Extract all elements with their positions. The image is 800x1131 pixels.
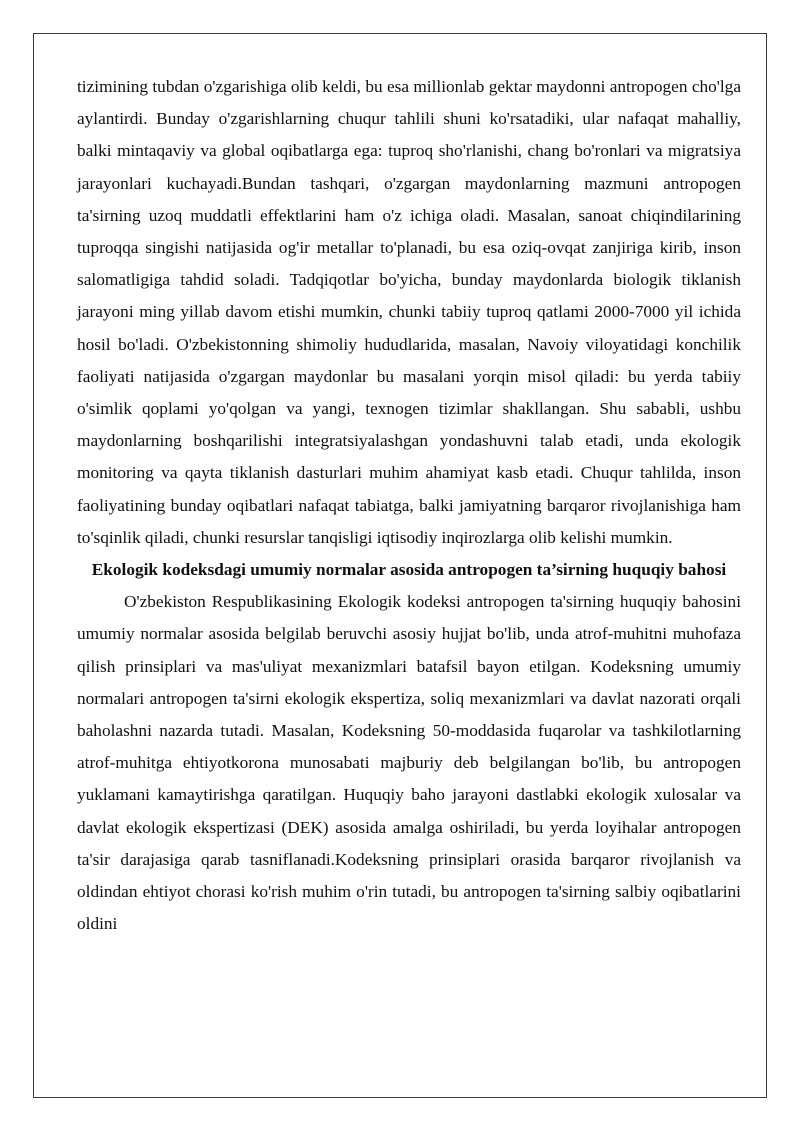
- body-paragraph-1: tizimining tubdan o'zgarishiga olib keldi, bu esa millionlab gektar maydonni antropogen cho'lga aylantirdi. Bunday o'zgarishlarning chuqur tahlili shuni ko'rsatadiki, ular nafaqat mahalliy, balki mintaqaviy va global oqibatlarga ega: tuproq sho'rlanishi, chang bo'ronlari va migratsiya jarayonlari kuchayadi.Bundan tashqari, o'zgargan maydonlarning mazmuni antropogen ta'sirning uzoq muddatli effektlarini ham o'z ichiga oladi. Masalan, sanoat chiqindilarining tuproqqa singishi natijasida og'ir metallar to'planadi, bu esa oziq-ovqat zanjiriga kirib, inson salomatligiga tahdid soladi. Tadqiqotlar bo'yicha, bunday maydonlarda biologik tiklanish jarayoni ming yillab davom etishi mumkin, chunki tabiiy tuproq qatlami 2000-7000 yil ichida hosil bo'ladi. O'zbekistonning shimoliy hududlarida, masalan, Navoiy viloyatidagi konchilik faoliyati natijasida o'zgargan maydonlar bu masalani yorqin misol qiladi: bu yerda tabiiy o'simlik qoplami yo'qolgan va yangi, texnogen tizimlar shakllangan. Shu sababli, ushbu maydonlarning boshqarilishi integratsiyalashgan yondashuvni talab etadi, unda ekologik monitoring va qayta tiklanish dasturlari muhim ahamiyat kasb etadi. Chuqur tahlilda, inson faoliyatining bunday oqibatlari nafaqat tabiatga, balki jamiyatning barqaror rivojlanishiga ham to'sqinlik qiladi, chunki resurslar tanqisligi iqtisodiy inqirozlarga olib kelishi mumkin.: [77, 77, 741, 547]
- document-body: [77, 71, 741, 940]
- body-paragraph-2: O'zbekiston Respublikasining Ekologik kodeksi antropogen ta'sirning huquqiy bahosini umumiy normalar asosida belgilab beruvchi asosiy hujjat bo'lib, unda atrof-muhitni muhofaza qilish prinsiplari va mas'uliyat mexanizmlari batafsil bayon etilgan. Kodeksning umumiy normalari antropogen ta'sirni ekologik ekspertiza, soliq mexanizmlari va davlat nazorati orqali baholashni nazarda tutadi. Masalan, Kodeksning 50-moddasida fuqarolar va tashkilotlarning atrof-muhitga ehtiyotkorona munosabati majburiy deb belgilangan bo'lib, bu antropogen yuklamani kamaytirishga qaratilgan. Huquqiy baho jarayoni dastlabki ekologik xulosalar va davlat ekologik ekspertizasi (DEK) asosida amalga oshiriladi, bu yerda loyihalar antropogen ta'sir darajasiga qarab tasniflanadi.Kodeksning prinsiplari orasida barqaror rivojlanish va oldindan ehtiyot chorasi ko'rish muhim o'rin tutadi, bu antropogen ta'sirning salbiy oqibatlarini oldini: [77, 592, 741, 934]
- section-heading: Ekologik kodeksdagi umumiy normalar asosida antropogen ta’sirning huquqiy bahosi: [91, 560, 727, 580]
